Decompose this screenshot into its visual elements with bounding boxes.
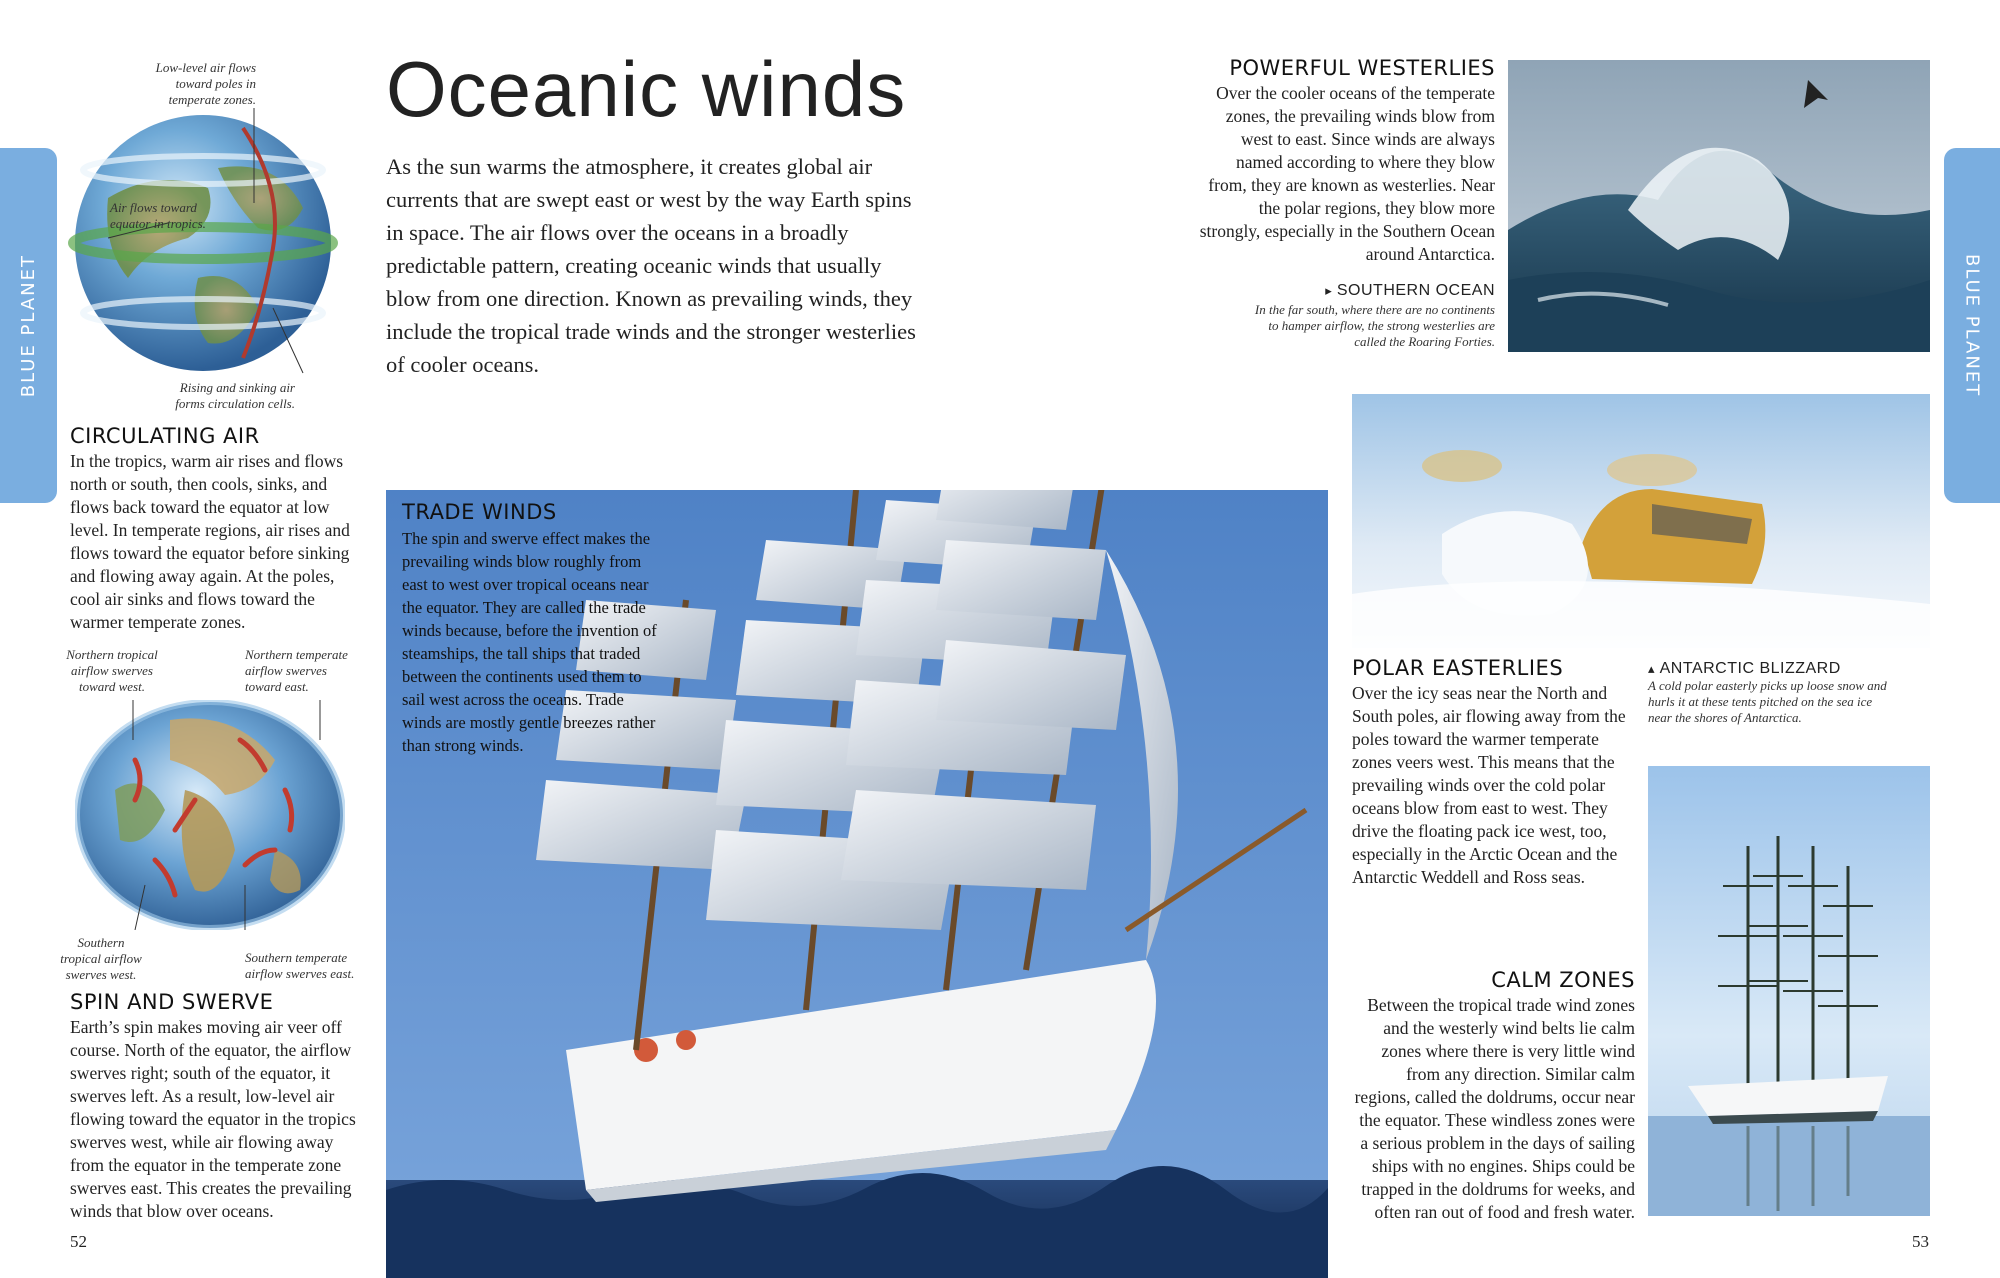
southern-ocean-caption-title bbox=[1230, 280, 1495, 300]
side-tab-right bbox=[1944, 148, 2000, 503]
globe-circulation-illustration bbox=[68, 108, 338, 378]
globe2-label-br: Southern temperate airflow swerves east. bbox=[245, 950, 355, 981]
caption-marker-icon: ▸ bbox=[1325, 283, 1332, 298]
globe1-label-mid: Air flows toward equator in tropics. bbox=[110, 200, 206, 231]
southern-ocean-title: SOUTHERN OCEAN bbox=[1336, 282, 1495, 299]
southern-ocean-caption: In the far south, where there are no continents to hamper airflow, the strong westerlies are called the Roaring Forties. bbox=[1254, 302, 1495, 349]
globe1-label-top: Low-level air flows toward poles in temperate zones. bbox=[155, 60, 256, 107]
southern-ocean-photo bbox=[1508, 60, 1930, 352]
westerlies-heading: POWERFUL WESTERLIES bbox=[1229, 56, 1495, 80]
antarctic-blizzard-photo bbox=[1352, 394, 1930, 648]
globe2-label-tl: Northern tropical airflow swerves toward west. bbox=[66, 647, 158, 694]
globe2-label-bl: Southern tropical airflow swerves west. bbox=[60, 935, 142, 982]
circulating-text: In the tropics, warm air rises and flows north or south, then cools, sinks, and flows back toward the equator at low level. In temperate regions, air rises and flows toward the equator before sinking and flowing away again. At the poles, cool air sinks and flows toward the warmer temperate zones. bbox=[70, 451, 350, 632]
globe2-label-tr: Northern temperate airflow swerves toward east. bbox=[245, 647, 348, 694]
globe-spin-illustration bbox=[75, 700, 345, 930]
antarctic-blizzard-title: ANTARCTIC BLIZZARD bbox=[1659, 660, 1841, 677]
side-tab-left-label: BLUE PLANET bbox=[18, 253, 39, 398]
trade-heading: TRADE WINDS bbox=[402, 500, 557, 524]
polar-text: Over the icy seas near the North and South poles, air flowing away from the poles toward the warmer temperate zones veers west. This means that the prevailing winds over the cold polar oceans blow from east to west. They drive the floating pack ice west, too, especially in the Arctic Ocean and the Antarctic Weddell and Ross seas. bbox=[1352, 683, 1626, 887]
polar-heading: POLAR EASTERLIES bbox=[1352, 656, 1564, 680]
calm-text: Between the tropical trade wind zones and the westerly wind belts lie calm zones where there is very little wind from any direction. Similar calm regions, called the doldrums, occur near the equator. These windless zones were a serious problem in the days of sailing ships with no engines. Ships could be trapped in the doldrums for weeks, and often ran out of food and fresh water. bbox=[1354, 995, 1635, 1222]
westerlies-text: Over the cooler oceans of the temperate zones, the prevailing winds blow from west to east. Since winds are always named according to where they blow from, they are known as westerlies. Near the polar regions, they blow more strongly, especially in the Southern Ocean around Antarctica. bbox=[1199, 83, 1495, 264]
antarctic-blizzard-caption: A cold polar easterly picks up loose snow and hurls it at these tents pitched on the sea ice near the shores of Antarctica. bbox=[1648, 678, 1887, 725]
page-number-left: 52 bbox=[70, 1232, 87, 1251]
trade-text: The spin and swerve effect makes the prevailing winds blow roughly from east to west over tropical oceans near the equator. They are called the trade winds because, before the invention of steamships, the tall ships that traded between the continents used them to sail west across the oceans. Trade winds are mostly gentle breezes rather than strong winds. bbox=[402, 529, 657, 755]
circulating-heading: CIRCULATING AIR bbox=[70, 424, 260, 448]
spin-text: Earth’s spin makes moving air veer off course. North of the equator, the airflow swerves right; south of the equator, it swerves left. As a result, low-level air flowing toward the equator in the tropics swerves west, while air flowing away from the equator in the temperate zone swerves east. This creates the prevailing winds that blow over oceans. bbox=[70, 1017, 356, 1221]
caption-marker-icon: ▴ bbox=[1648, 661, 1655, 676]
side-tab-left bbox=[0, 148, 57, 503]
spin-heading: SPIN AND SWERVE bbox=[70, 990, 274, 1014]
globe1-label-bottom: Rising and sinking air forms circulation cells. bbox=[175, 380, 295, 411]
antarctic-blizzard-caption-title bbox=[1648, 658, 1930, 678]
page-number-right: 53 bbox=[1912, 1232, 1929, 1251]
side-tab-right-label: BLUE PLANET bbox=[1961, 253, 1983, 398]
page-title: Oceanic winds bbox=[386, 45, 907, 133]
calm-ship-photo bbox=[1648, 766, 1930, 1216]
calm-heading: CALM ZONES bbox=[1491, 968, 1635, 992]
intro-text: As the sun warms the atmosphere, it creates global air currents that are swept east or west by the way Earth spins in space. The air flows over the oceans in a broadly predictable pattern, creating oceanic winds that usually blow from one direction. Known as prevailing winds, they include the tropical trade winds and the stronger westerlies of cooler oceans. bbox=[386, 154, 916, 377]
